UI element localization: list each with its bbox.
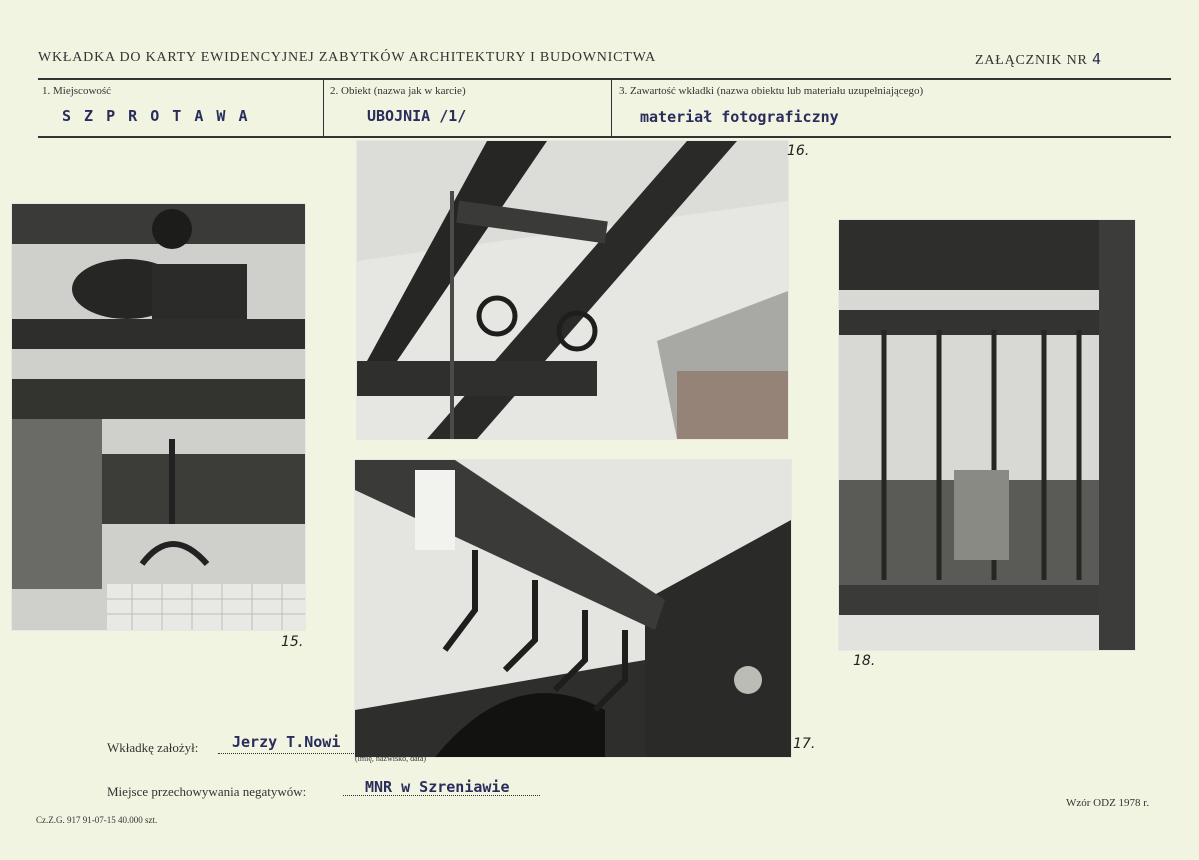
author-value: Jerzy T.Nowi bbox=[232, 733, 341, 751]
field-locality-value: S Z P R O T A W A bbox=[62, 107, 250, 125]
annex-label bbox=[975, 50, 1102, 69]
photo-15-image bbox=[12, 204, 305, 630]
template-code: Wzór ODZ 1978 r. bbox=[1066, 797, 1150, 809]
field-divider-1 bbox=[323, 80, 324, 136]
header-top-rule bbox=[38, 78, 1171, 80]
field-content-label: 3. Zawartość wkładki (nazwa obiektu lub materiału uzupełniającego) bbox=[619, 85, 924, 97]
field-object-value: UBOJNIA /1/ bbox=[367, 107, 467, 125]
photo-16-number: 16. bbox=[787, 143, 810, 159]
photo-17-image bbox=[355, 460, 791, 757]
photo-16-image bbox=[357, 141, 788, 439]
photo-16 bbox=[356, 140, 789, 440]
header-bottom-rule bbox=[38, 136, 1171, 138]
author-label: Wkładkę założył: bbox=[107, 740, 199, 755]
negatives-label: Miejsce przechowywania negatywów: bbox=[107, 784, 307, 799]
photo-18-image bbox=[839, 220, 1135, 650]
field-object-label: 2. Obiekt (nazwa jak w karcie) bbox=[330, 85, 466, 97]
photo-15-number: 15. bbox=[281, 634, 304, 650]
photo-17-number: 17. bbox=[793, 736, 816, 752]
photo-15 bbox=[11, 203, 306, 631]
field-content-value: materiał fotograficzny bbox=[640, 108, 839, 126]
photo-17 bbox=[354, 459, 792, 758]
photo-18 bbox=[838, 219, 1136, 651]
negatives-value: MNR w Szreniawie bbox=[365, 778, 510, 796]
print-code: Cz.Z.G. 917 91-07-15 40.000 szt. bbox=[36, 815, 158, 825]
author-line bbox=[218, 752, 354, 754]
annex-text: ZAŁĄCZNIK NR bbox=[975, 53, 1088, 68]
field-locality-label: 1. Miejscowość bbox=[42, 85, 112, 97]
photo-18-number: 18. bbox=[853, 653, 876, 669]
negatives-line bbox=[343, 794, 540, 796]
sheet-title: WKŁADKA DO KARTY EWIDENCYJNEJ ZABYTKÓW ARCHITEKTURY I BUDOWNICTWA bbox=[38, 50, 656, 65]
field-divider-2 bbox=[611, 80, 612, 136]
annex-number: 4 bbox=[1091, 50, 1102, 68]
author-hint: (imię, nazwisko, data) bbox=[355, 754, 427, 763]
